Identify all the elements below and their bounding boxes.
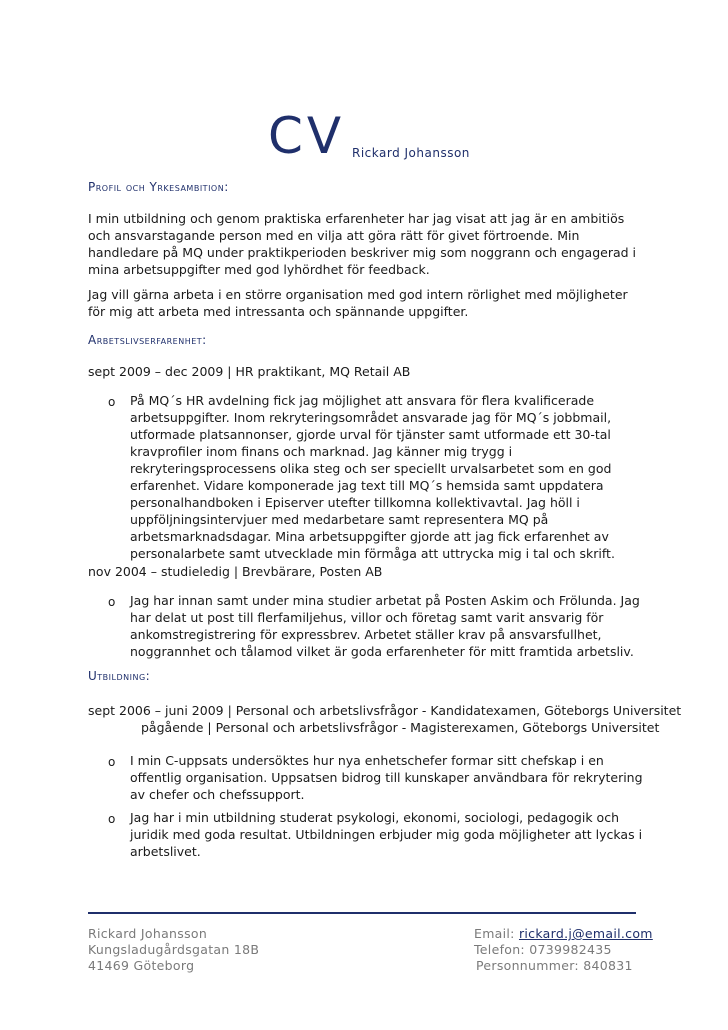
profile-heading: Profil och Yrkesambition: [88, 180, 229, 194]
education-bullet-2: o [108, 812, 116, 826]
profile-paragraph-1: I min utbildning och genom praktiska erfarenheter har jag visat att jag är en ambitiös och ansvarstagande person med en vilja att göra rätt för givet förtroende. Min handledare på MQ under praktikperioden beskriver mig som noggrann och engagerad i mina arbetsuppgifter med god lyhördhet för feedback. [88, 211, 637, 277]
footer-personnummer: Personnummer: 840831 [476, 958, 633, 973]
footer-divider [88, 912, 636, 914]
education-bullet-1: o [108, 755, 116, 769]
footer-city: 41469 Göteborg [88, 958, 195, 973]
education-line-2: pågående | Personal och arbetslivsfrågor - Magisterexamen, Göteborgs Universitet [141, 720, 660, 735]
footer-email-link[interactable]: rickard.j@email.com [518, 926, 653, 941]
footer-phone: Telefon: 0739982435 [474, 942, 612, 957]
job-description-mq: På MQ´s HR avdelning fick jag möjlighet att ansvara för flera kvalificerade arbetsuppgifter. Inom rekryteringsområdet ansvarade jag för MQ´s jobbmail, utformade platsannonser, gjorde urval för tjänster samt utformade ett 30-tal kravprofiler inom finans och marknad. Jag känner mig trygg i rekryteringsprocessens olika steg och ser speciellt urvalsarbetet som en god erfarenhet. Vidare komponerade jag text till MQ´s hemsida samt uppdatera personalhandboken i Episerver utefter tillkomna kollektivavtal. Jag höll i uppföljningsintervjuer med medarbetare samt representera MQ på arbetsmarknadsdagar. Mina arbetsuppgifter gjorde att jag fick erfarenhet av personalarbete samt utvecklade min förmåga att uttrycka mig i tal och skrift. [130, 393, 615, 561]
cv-title: CV [268, 107, 346, 165]
footer-street: Kungsladugårdsgatan 18B [88, 942, 260, 957]
education-text-1: I min C-uppsats undersöktes hur nya enhetschefer formar sitt chefskap i en offentlig organisation. Uppsatsen bidrog till kunskaper användbara för rekrytering av chefer och chefssupport. [130, 753, 643, 802]
profile-paragraph-2: Jag vill gärna arbeta i en större organisation med god intern rörlighet med möjligheter för mig att arbeta med intressanta och spännande uppgifter. [88, 287, 628, 319]
job-title-posten: nov 2004 – studieledig | Brevbärare, Posten AB [88, 564, 383, 579]
footer-email [474, 925, 653, 942]
education-heading: Utbildning: [88, 669, 151, 683]
header-name: Rickard Johansson [352, 146, 470, 160]
job-title-mq: sept 2009 – dec 2009 | HR praktikant, MQ Retail AB [88, 364, 411, 379]
footer-name: Rickard Johansson [88, 926, 208, 941]
job-bullet-mq: o [108, 395, 116, 409]
experience-heading: Arbetslivserfarenhet: [88, 333, 207, 347]
job-description-posten: Jag har innan samt under mina studier arbetat på Posten Askim och Frölunda. Jag har delat ut post till flerfamiljehus, villor och företag samt varit ansvarig för ankomstregistrering för expressbrev. Arbetet ställer krav på ansvarsfullhet, noggrannhet och tålamod vilket är goda erfarenheter för mitt framtida arbetsliv. [130, 593, 640, 659]
footer-email-label: Email: [474, 926, 519, 941]
education-text-2: Jag har i min utbildning studerat psykologi, ekonomi, sociologi, pedagogik och juridik med goda resultat. Utbildningen erbjuder mig goda möjligheter att lyckas i arbetslivet. [130, 810, 643, 859]
job-bullet-posten: o [108, 595, 116, 609]
education-line-1: sept 2006 – juni 2009 | Personal och arbetslivsfrågor - Kandidatexamen, Göteborgs Universitet [88, 703, 682, 718]
